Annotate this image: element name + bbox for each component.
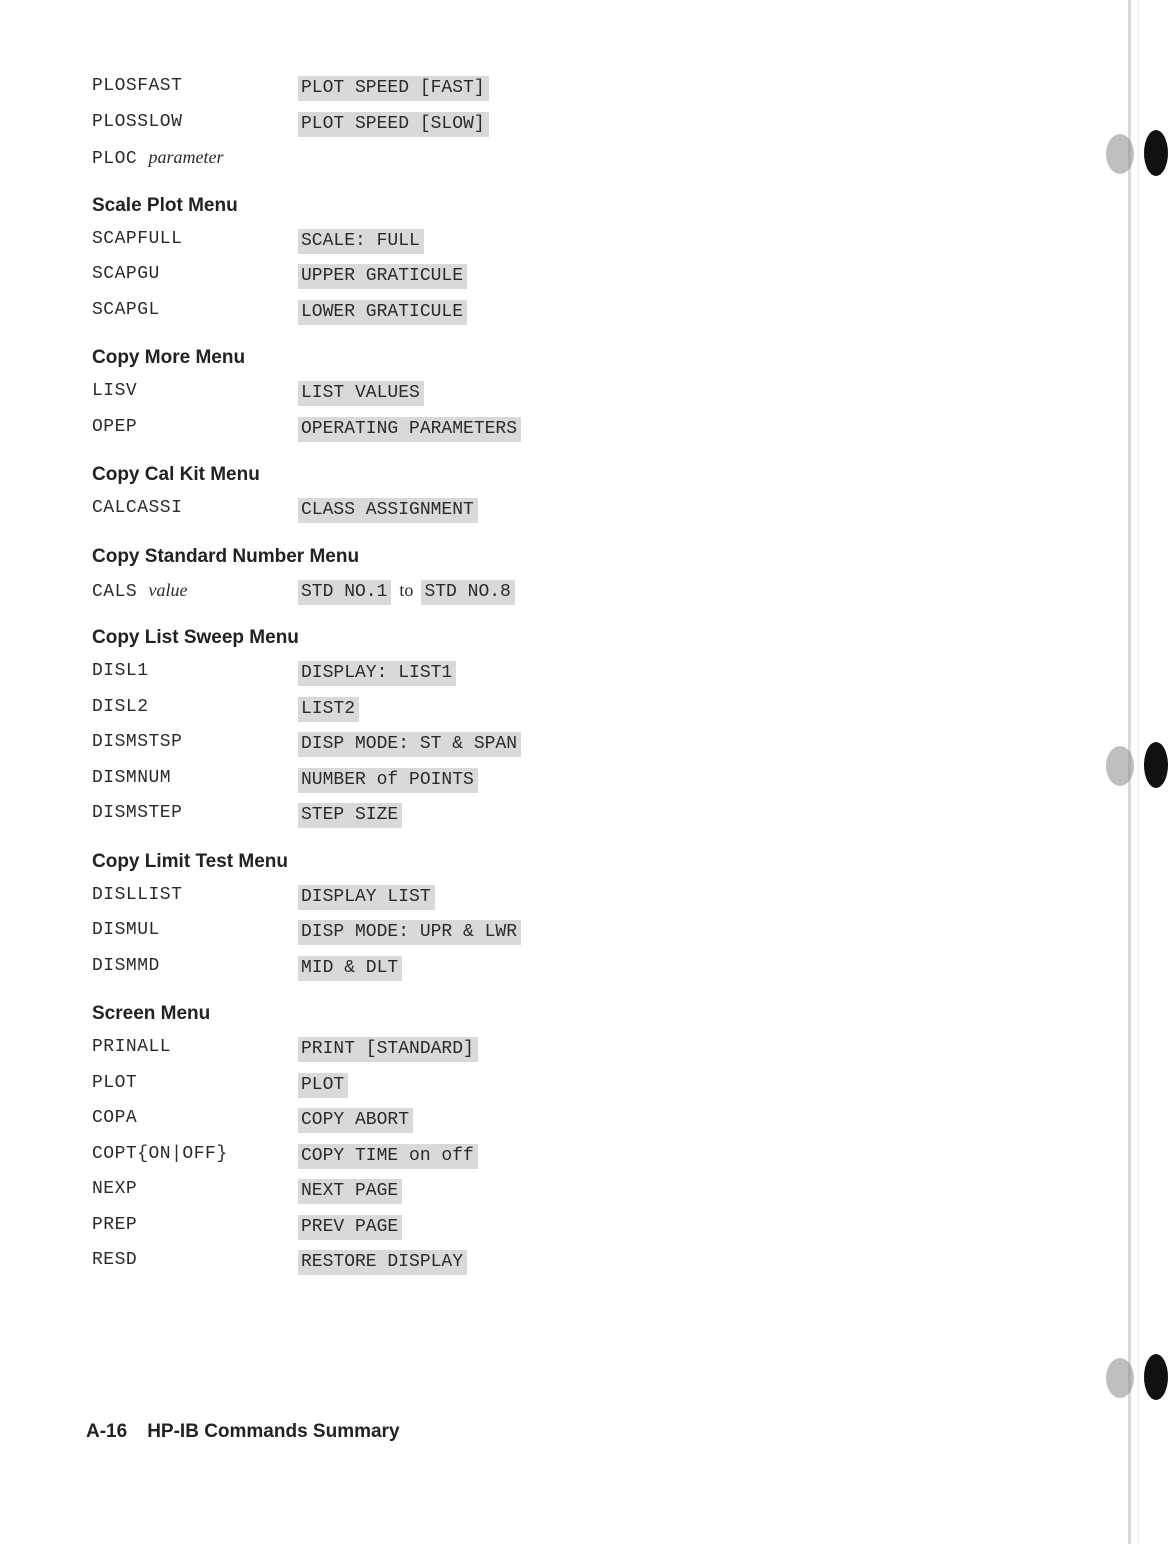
section-title: Copy More Menu xyxy=(92,347,246,368)
hpib-command xyxy=(92,1250,137,1270)
softkey-group xyxy=(298,803,402,828)
softkey-label: NEXT PAGE xyxy=(298,1179,402,1204)
command-row xyxy=(88,262,548,298)
section-title: Copy Limit Test Menu xyxy=(92,850,288,872)
hpib-command xyxy=(92,147,224,169)
softkey-group xyxy=(298,580,515,605)
softkey-label: LIST2 xyxy=(298,697,359,722)
softkey-label: PREV PAGE xyxy=(298,1215,402,1240)
softkey-label: DISP MODE: UPR & LWR xyxy=(298,920,521,945)
softkey-group xyxy=(298,1108,413,1133)
softkey-group xyxy=(298,498,478,523)
command-mnemonic: DISMUL xyxy=(92,920,160,940)
command-mnemonic: LISV xyxy=(92,381,138,401)
softkey-label: COPY ABORT xyxy=(298,1108,413,1133)
softkey-label: LIST VALUES xyxy=(298,381,424,406)
hpib-command xyxy=(92,112,182,132)
command-row xyxy=(88,578,548,614)
command-mnemonic: DISMSTEP xyxy=(92,803,183,823)
section-title: Copy Cal Kit Menu xyxy=(92,464,260,485)
softkey-label: PLOT SPEED [FAST] xyxy=(298,76,489,101)
command-row xyxy=(88,1213,548,1249)
command-mnemonic: SCAPGU xyxy=(92,264,160,284)
softkey-group xyxy=(298,1215,402,1240)
softkey-group xyxy=(298,1179,402,1204)
range-separator: to xyxy=(399,579,414,600)
hpib-command xyxy=(92,803,182,823)
command-mnemonic: PLOC xyxy=(92,149,138,169)
softkey-group xyxy=(298,264,467,289)
command-parameter: value xyxy=(148,579,188,600)
section-title: Screen Menu xyxy=(92,1003,211,1024)
hpib-command xyxy=(92,1215,137,1235)
command-row xyxy=(88,110,548,146)
command-row xyxy=(88,1071,548,1107)
softkey-label: NUMBER of POINTS xyxy=(298,768,478,793)
softkey-group xyxy=(298,956,402,981)
hpib-command xyxy=(92,381,137,401)
hpib-command xyxy=(92,732,182,752)
hpib-command xyxy=(92,498,182,518)
punch-hole-icon xyxy=(1106,128,1170,180)
hpib-command xyxy=(92,229,182,249)
softkey-label: MID & DLT xyxy=(298,956,402,981)
softkey-label: DISPLAY LIST xyxy=(298,885,435,910)
softkey-group xyxy=(298,1037,478,1062)
command-mnemonic: OPEP xyxy=(92,416,138,437)
command-mnemonic: NEXP xyxy=(92,1179,138,1199)
softkey-label: COPY TIME on off xyxy=(298,1144,478,1169)
hpib-command xyxy=(92,768,171,788)
softkey-label: UPPER GRATICULE xyxy=(298,264,467,289)
command-mnemonic: RESD xyxy=(92,1250,138,1270)
hpib-command xyxy=(92,920,160,940)
command-row xyxy=(88,1177,548,1213)
hpib-command xyxy=(92,76,182,96)
softkey-label: STD NO.8 xyxy=(421,580,514,605)
menu-section xyxy=(88,1003,548,1284)
menu-section xyxy=(88,851,548,990)
softkey-label: LOWER GRATICULE xyxy=(298,300,467,325)
softkey-label: PRINT [STANDARD] xyxy=(298,1037,478,1062)
hpib-command xyxy=(92,264,160,284)
softkey-label: RESTORE DISPLAY xyxy=(298,1250,467,1275)
command-row xyxy=(88,145,548,181)
command-mnemonic: DISMMD xyxy=(92,955,160,976)
hpib-command xyxy=(92,885,182,905)
command-mnemonic: PRINALL xyxy=(92,1037,172,1057)
command-mnemonic: COPT{ON|OFF} xyxy=(92,1143,228,1164)
softkey-group xyxy=(298,732,521,757)
command-row xyxy=(88,298,548,334)
softkey-group xyxy=(298,300,467,325)
command-row xyxy=(88,496,548,532)
command-row xyxy=(88,883,548,919)
command-mnemonic: DISMSTSP xyxy=(92,732,183,752)
section-title: Copy Standard Number Menu xyxy=(92,545,360,567)
softkey-label: CLASS ASSIGNMENT xyxy=(298,498,478,523)
softkey-group xyxy=(298,76,489,101)
command-mnemonic: PLOSSLOW xyxy=(92,111,183,132)
softkey-group xyxy=(298,229,424,254)
menu-section xyxy=(88,464,548,532)
page-number: A-16 xyxy=(86,1421,128,1442)
section-title: Copy List Sweep Menu xyxy=(92,627,299,648)
command-mnemonic: DISLLIST xyxy=(92,884,183,905)
softkey-label: SCALE: FULL xyxy=(298,229,424,254)
command-row xyxy=(88,379,548,415)
command-mnemonic: CALCASSI xyxy=(92,498,183,518)
hpib-command xyxy=(92,697,149,717)
hpib-command xyxy=(92,1108,137,1128)
hpib-command xyxy=(92,300,160,320)
softkey-group xyxy=(298,112,489,137)
command-mnemonic: SCAPFULL xyxy=(92,228,183,249)
menu-section xyxy=(88,546,548,614)
punch-hole-icon xyxy=(1106,740,1170,792)
command-row xyxy=(88,227,548,263)
softkey-group xyxy=(298,661,456,686)
hpib-command xyxy=(92,580,188,602)
command-row xyxy=(88,1248,548,1284)
command-row xyxy=(88,1142,548,1178)
command-row xyxy=(88,659,548,695)
footer-title: HP-IB Commands Summary xyxy=(147,1421,400,1442)
command-row xyxy=(88,695,548,731)
hpib-command xyxy=(92,956,160,976)
command-mnemonic: COPA xyxy=(92,1108,138,1128)
command-mnemonic: CALS xyxy=(92,581,138,602)
softkey-group xyxy=(298,697,359,722)
command-row xyxy=(88,730,548,766)
softkey-label: OPERATING PARAMETERS xyxy=(298,417,521,442)
command-row xyxy=(88,1106,548,1142)
softkey-label: STD NO.1 xyxy=(298,580,391,605)
punch-hole-icon xyxy=(1106,1352,1170,1404)
command-row xyxy=(88,766,548,802)
softkey-label: PLOT SPEED [SLOW] xyxy=(298,112,489,137)
command-mnemonic: DISL2 xyxy=(92,696,149,717)
command-mnemonic: PREP xyxy=(92,1214,138,1235)
command-row xyxy=(88,74,548,110)
softkey-group xyxy=(298,381,424,406)
command-row xyxy=(88,801,548,837)
hpib-command xyxy=(92,1037,171,1057)
hpib-command xyxy=(92,1144,228,1164)
command-mnemonic: PLOSFAST xyxy=(92,76,183,96)
command-list xyxy=(88,74,548,1284)
page-footer xyxy=(86,1421,400,1443)
softkey-group xyxy=(298,417,521,442)
hpib-command xyxy=(92,661,149,681)
menu-section xyxy=(88,74,548,181)
softkey-group xyxy=(298,885,435,910)
command-mnemonic: PLOT xyxy=(92,1072,138,1093)
softkey-group xyxy=(298,1073,348,1098)
command-mnemonic: SCAPGL xyxy=(92,299,160,320)
softkey-label: STEP SIZE xyxy=(298,803,402,828)
hpib-command xyxy=(92,417,137,437)
softkey-label: DISPLAY: LIST1 xyxy=(298,661,456,686)
command-row xyxy=(88,918,548,954)
command-row xyxy=(88,954,548,990)
command-mnemonic: DISMNUM xyxy=(92,767,172,788)
hpib-command xyxy=(92,1073,137,1093)
softkey-label: PLOT xyxy=(298,1073,348,1098)
command-row xyxy=(88,1035,548,1071)
softkey-group xyxy=(298,920,521,945)
menu-section xyxy=(88,347,548,450)
softkey-group xyxy=(298,768,478,793)
softkey-label: DISP MODE: ST & SPAN xyxy=(298,732,521,757)
menu-section xyxy=(88,627,548,837)
command-row xyxy=(88,415,548,451)
section-title: Scale Plot Menu xyxy=(92,194,238,216)
menu-section xyxy=(88,195,548,334)
hpib-command xyxy=(92,1179,137,1199)
command-mnemonic: DISL1 xyxy=(92,661,149,681)
command-parameter: parameter xyxy=(148,147,224,167)
softkey-group xyxy=(298,1144,478,1169)
softkey-group xyxy=(298,1250,467,1275)
